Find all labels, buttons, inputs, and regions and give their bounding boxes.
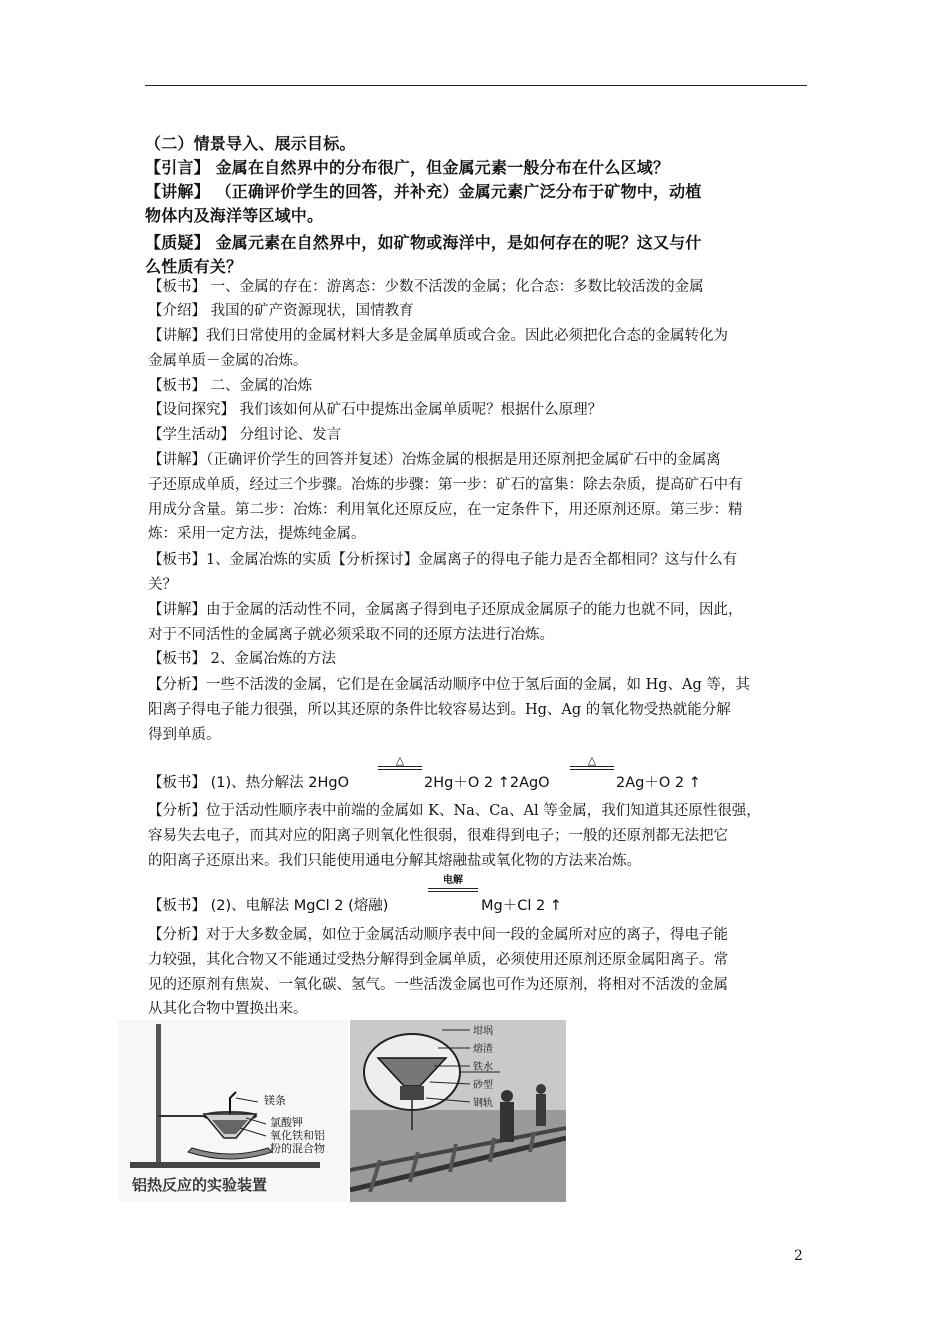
figure-label: 铁水 — [473, 1062, 493, 1073]
text-line: 【讲解】（正确评价学生的回答并复述）冶炼金属的根据是用还原剂把金属矿石中的金属离 — [148, 452, 721, 468]
text-line: 【板书】 2、金属冶炼的方法 — [148, 651, 336, 667]
figure-label: 钢轨 — [473, 1098, 493, 1109]
text-line: 力较强，其化合物又不能通过受热分解得到金属单质，必须使用还原剂还原金属阳离子。常 — [148, 952, 728, 968]
text-line: 【板书】 一、金属的存在：游离态：少数不活泼的金属；化合态：多数比较活泼的金属 — [148, 279, 704, 295]
text-line: 容易失去电子，而其对应的阳离子则氧化性很弱，很难得到电子；一般的还原剂都无法把它 — [148, 828, 728, 844]
electrolysis-condition — [428, 875, 478, 892]
text-line: 【分析】位于活动性顺序表中前端的金属如 K、Na、Ca、Al 等金属，我们知道其还原性很强， — [148, 803, 761, 819]
figure-label: 坩埚 — [473, 1026, 493, 1037]
jiangjie-paragraph-line1: 【讲解】 （正确评价学生的回答，并补充）金属元素广泛分布于矿物中，动植 — [145, 182, 702, 201]
rail-welding-drawing — [350, 1020, 566, 1202]
text-line: 用成分含量。第二步：冶炼：利用氧化还原反应，在一定条件下，用还原剂还原。第三步：精 — [148, 502, 743, 518]
thermite-apparatus-figure — [118, 1020, 348, 1202]
section-heading: （二）情景导入、展示目标。 — [145, 134, 356, 153]
heat-condition — [378, 755, 422, 770]
equation-electrolysis-prefix: 【板书】 (2)、电解法 MgCl 2 (熔融) — [148, 898, 389, 914]
equals-bar — [428, 888, 478, 892]
figure-label: 熔渣 — [473, 1044, 493, 1055]
jiangjie-paragraph-line2: 物体内及海洋等区域中。 — [145, 206, 324, 225]
text-line: 【板书】 二、金属的冶炼 — [148, 378, 313, 394]
heat-condition — [570, 755, 614, 770]
text-line: 【板书】1、金属冶炼的实质【分析探讨】金属离子的得电子能力是否全都相同？这与什么有 — [148, 552, 738, 568]
yinyan-paragraph: 【引言】 金属在自然界中的分布很广，但金属元素一般分布在什么区域？ — [145, 158, 670, 177]
page-number: 2 — [794, 1248, 803, 1264]
rail-welding-photo — [350, 1020, 566, 1202]
heat-triangle-icon: △ — [395, 754, 405, 767]
electrolysis-label: 电解 — [443, 875, 463, 886]
header-rule — [145, 85, 807, 86]
figure-label: 砂型 — [473, 1080, 493, 1091]
text-line: 阳离子得电子能力很强，所以其还原的条件比较容易达到。Hg、Ag 的氧化物受热就能分解 — [148, 702, 731, 718]
equation-thermal-middle: 2Hg＋O 2 ↑2AgO — [424, 775, 550, 791]
text-line: 关？ — [148, 577, 177, 593]
text-line: 【分析】对于大多数金属，如位于金属活动顺序表中间一段的金属所对应的离子，得电子能 — [148, 927, 728, 943]
text-line: 得到单质。 — [148, 727, 221, 743]
equation-thermal-end: 2Ag＋O 2 ↑ — [616, 775, 701, 791]
text-line: 炼：采用一定方法，提炼纯金属。 — [148, 526, 366, 542]
zhiyi-paragraph-line1: 【质疑】 金属元素在自然界中，如矿物或海洋中，是如何存在的呢？这又与什 — [145, 233, 702, 252]
text-line: 金属单质－金属的冶炼。 — [148, 353, 308, 369]
equation-thermal-prefix: 【板书】 (1)、热分解法 2HgO — [148, 775, 350, 791]
text-line: 【设问探究】 我们该如何从矿石中提炼出金属单质呢？根据什么原理？ — [148, 402, 603, 418]
text-line: 【分析】一些不活泼的金属，它们是在金属活动顺序中位于氢后面的金属，如 Hg、Ag 等，其 — [148, 677, 750, 693]
text-line: 【讲解】我们日常使用的金属材料大多是金属单质或合金。因此必须把化合态的金属转化为 — [148, 328, 728, 344]
figure-label: 氧化铁和铝 — [270, 1129, 325, 1142]
figure-caption: 铝热反应的实验装置 — [132, 1176, 268, 1194]
equation-electrolysis-end: Mg＋Cl 2 ↑ — [481, 898, 562, 914]
text-line: 【讲解】由于金属的活动性不同，金属离子得到电子还原成金属原子的能力也就不同，因此， — [148, 602, 743, 618]
figure-label: 氯酸钾 — [270, 1116, 303, 1129]
text-line: 【学生活动】 分组讨论、发言 — [148, 427, 342, 443]
text-line: 的阳离子还原出来。我们只能使用通电分解其熔融盐或氧化物的方法来冶炼。 — [148, 853, 641, 869]
text-line: 【介绍】 我国的矿产资源现状，国情教育 — [148, 303, 414, 319]
text-line: 子还原成单质，经过三个步骤。冶炼的步骤：第一步：矿石的富集：除去杂质，提高矿石中有 — [148, 477, 743, 493]
text-line: 见的还原剂有焦炭、一氧化碳、氢气。一些活泼金属也可作为还原剂，将相对不活泼的金属 — [148, 977, 728, 993]
heat-triangle-icon: △ — [587, 754, 597, 767]
figure-label: 粉的混合物 — [270, 1142, 325, 1155]
figure-label: 镁条 — [264, 1094, 286, 1107]
text-line: 从其化合物中置换出来。 — [148, 1001, 308, 1017]
zhiyi-paragraph-line2: 么性质有关？ — [145, 257, 243, 276]
text-line: 对于不同活性的金属离子就必须采取不同的还原方法进行冶炼。 — [148, 627, 554, 643]
